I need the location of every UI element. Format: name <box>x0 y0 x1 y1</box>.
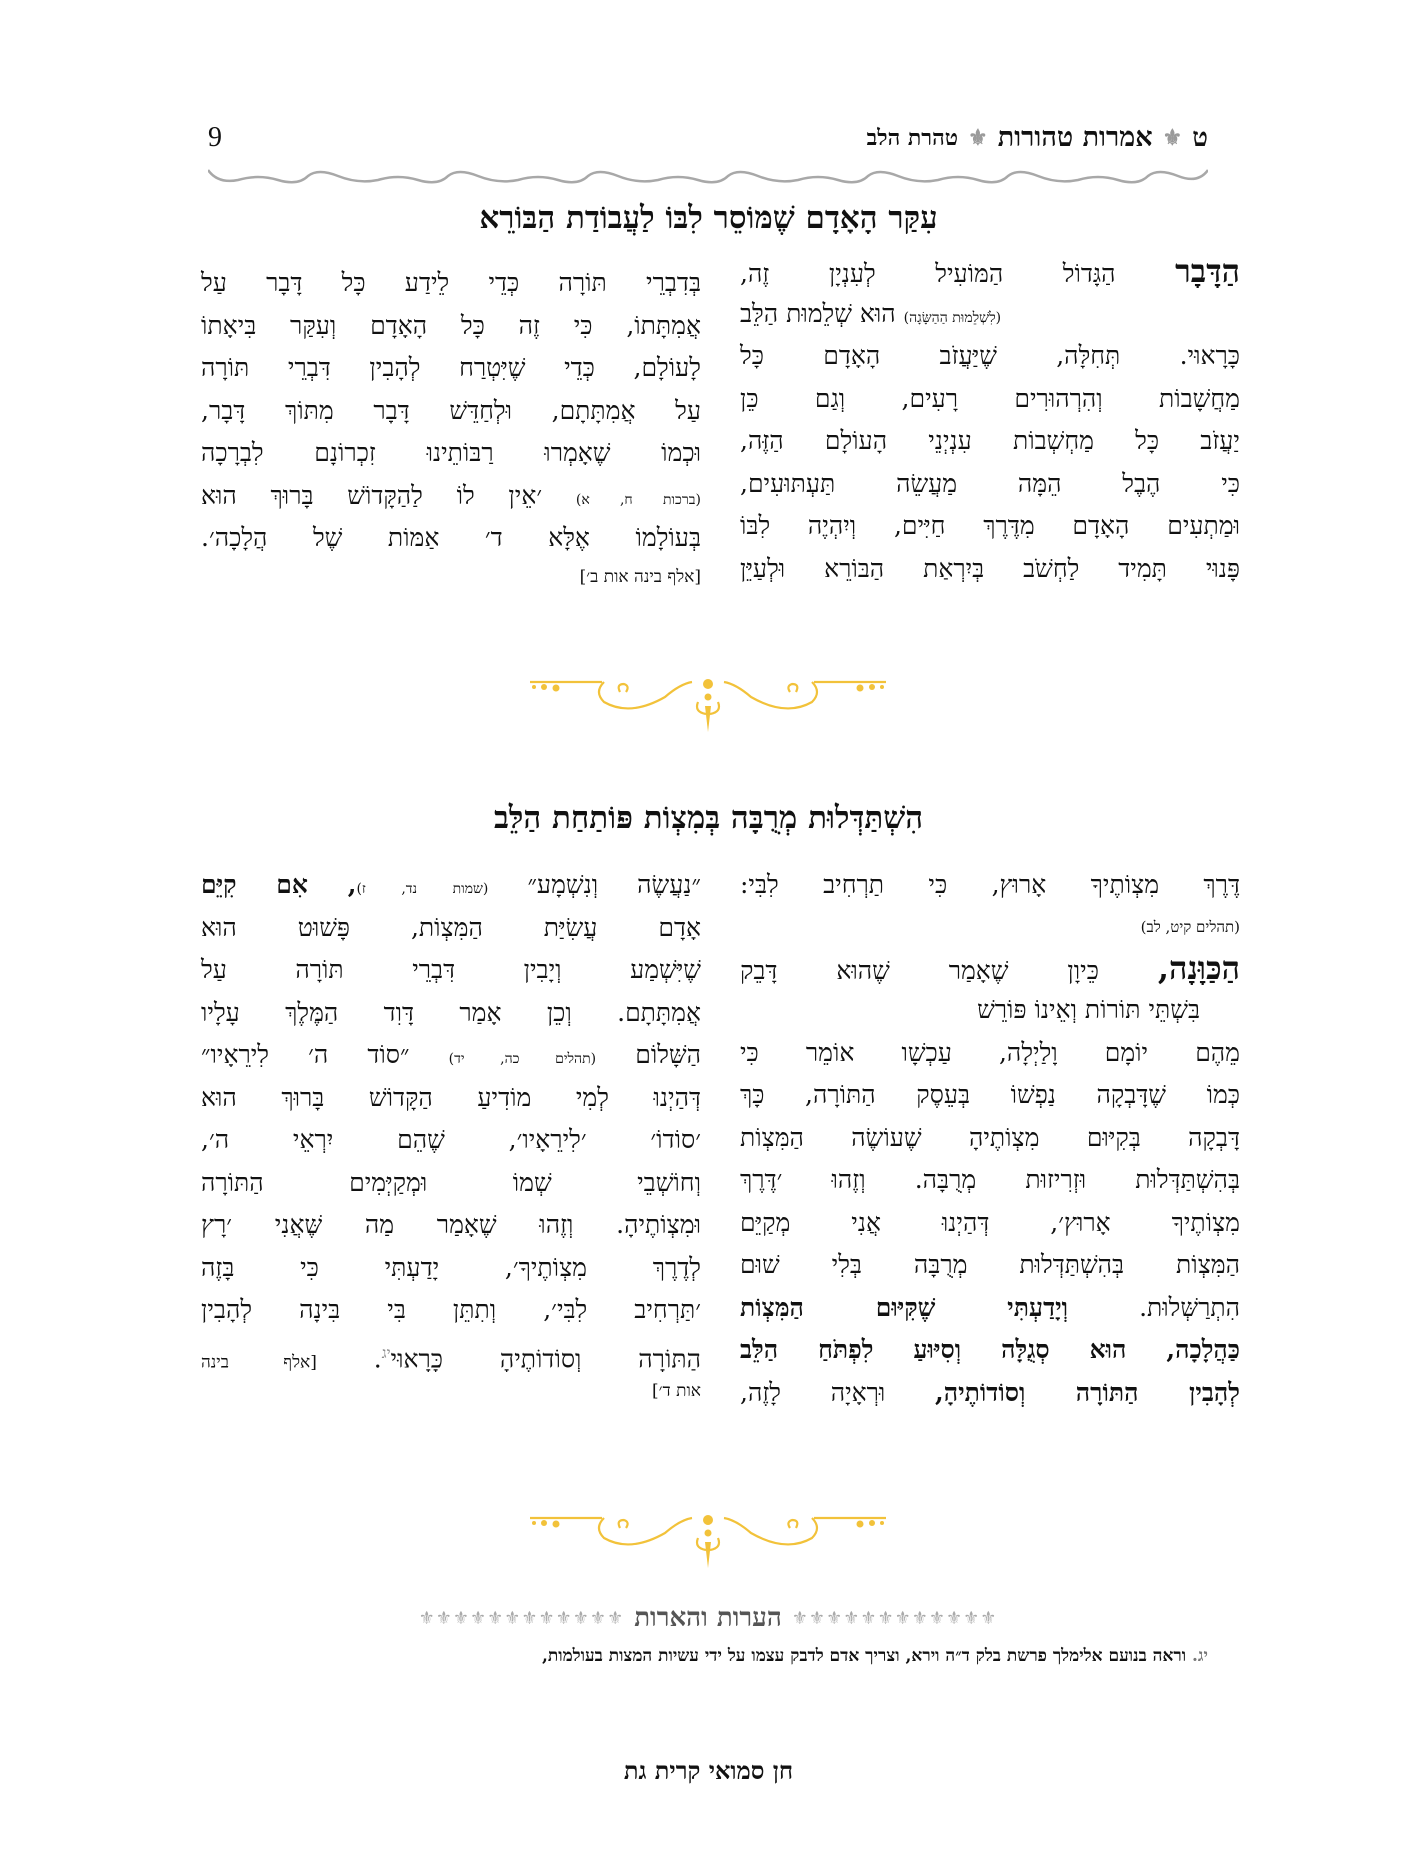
section2-right-column <box>740 864 1240 1414</box>
scroll-border-ornament <box>208 166 1208 188</box>
footnote-text: וראה בנועם אלימלך פרשת בלק ד״ה וירא, וצריך אדם לדבק עצמו על ידי עשיות המצות בעולמות, <box>541 1646 1192 1666</box>
text-line: וּכְמוֹ שֶׁאָמְרוּ רַבּוֹתֵינוּ זִכְרוֹנָם לִבְרָכָה <box>201 438 701 467</box>
text-line: מַחֲשָׁבוֹת וְהִרְהוּרִים רָעִים, וְגַם כֵּן <box>740 383 1240 413</box>
page-number: 9 <box>208 122 222 153</box>
text-line: אֲמִתָּתָם. וְכֵן אָמַר דָּוִד הַמֶּלֶךְ עָלָיו <box>201 997 701 1027</box>
section1-right-column <box>740 250 1240 590</box>
text-line: מֵהֶם יוֹמָם וָלַיְלָה, עַכְשָׁו אוֹמֵר כִּי <box>740 1037 1240 1067</box>
text-line: הַתּוֹרָה וְסוֹדוֹתֶיהָ כָּרָאוּי$^{יג}$. [אלף בינה <box>201 1343 701 1373</box>
text-line: יַעֲזֹב כָּל מַחְשְׁבוֹת עִנְיְנֵי הָעוֹלָם הַזֶּה, <box>740 426 1240 455</box>
inline-reference: (ברכות ח, א) <box>575 491 701 508</box>
running-header-title <box>867 122 1208 153</box>
text-line: בְּעוֹלָמוֹ אֶלָּא ד׳ אַמּוֹת שֶׁל הֲלָכָה׳. <box>201 523 701 552</box>
running-header <box>208 122 1208 166</box>
text-line: ׳תַּרְחִיב לִבִּי׳, וְתִתֵּן בִּי בִּינָה לְהָבִין <box>201 1295 701 1324</box>
inline-reference: (תהלים כה, יד) <box>448 1051 597 1067</box>
text-line: לְהָבִין הַתּוֹרָה וְסוֹדוֹתֶיהָ, וּרְאָיָה לָזֶה, <box>740 1377 1240 1407</box>
text-line: שֶׁיִּשְׁמַע וְיָבִין דִּבְרֵי תּוֹרָה עַל <box>201 955 701 984</box>
lead-word: הַכַּוָּנָה, <box>1157 948 1240 987</box>
gold-divider-ornament <box>530 1508 886 1568</box>
source-citation: [אלף בינה <box>201 1351 317 1372</box>
notes-header <box>208 1598 1208 1638</box>
text-line: אֲמִתָּתוֹ, כִּי זֶה כָּל הָאָדָם וְעִקַּר בִּיאָתוֹ <box>201 310 701 340</box>
book-title: אמרות טהורות <box>997 122 1153 153</box>
fleur-border-icon: ⚜⚜⚜⚜⚜⚜⚜⚜⚜⚜⚜⚜ <box>418 1607 625 1629</box>
text-line: (לִשְׁלֵמוּת הַהַשָּׂגָה) הוּא שְׁלֵמוּת הַלֵּב <box>740 298 1002 328</box>
text-line: וּמַתְעִים הָאָדָם מִדֶּרֶךְ חַיִּים, וְיִהְיֶה לִבּוֹ <box>740 511 1240 540</box>
source-citation-end: אות ד׳] <box>651 1381 701 1401</box>
text-line: כִּי הֶבֶל הֵמָּה מַעֲשֵׂה תַּעְתּוּעִים, <box>740 468 1240 498</box>
emphasis-text: וְיָדַעְתִּי שֶׁקִּיּוּם הַמִּצְוֹת <box>740 1292 1069 1322</box>
text-line: הַשָּׁלוֹם (תהלים כה, יד) ״סוֹד ה׳ לִירֵאָיו״ <box>201 1040 702 1069</box>
footnote-reference[interactable]: יג <box>381 1343 391 1362</box>
page-footer: חן סמואי קרית גת <box>623 1756 794 1785</box>
text-line: וּמִצְוֹתֶיהָ. וְזֶהוּ שֶׁאָמַר מַה שֶּׁאֲנִי ׳רָץ <box>201 1210 701 1239</box>
source-citation: [אלף בינה אות ב׳] <box>579 566 701 587</box>
hebrew-page-letter: ט <box>1192 122 1208 153</box>
chapter-title: טהרת הלב <box>866 124 959 151</box>
text-line: דְּהַיְנוּ לְמִי מוֹדִיעַ הַקָּדוֹשׁ בָּרוּךְ הוּא <box>201 1082 701 1112</box>
text-line: הַמִּצְוֹת בְּהִשְׁתַּדְּלוּת מְרֻבָּה בְּלִי שׁוּם <box>740 1250 1240 1279</box>
text-line: לְדֶרֶךְ מִצְוֹתֶיךָ׳, יָדַעְתִּי כִּי בָּזֶה <box>201 1252 701 1282</box>
text-line: לָעוֹלָם, כְּדֵי שֶׁיִּטְרַח לְהָבִין דִּבְרֵי תּוֹרָה <box>201 353 701 382</box>
text-line: הַכַּוָּנָה, כֵּיוָן שֶׁאָמַר שֶׁהוּא דָּבֵק <box>740 948 1240 987</box>
inline-reference: (לִשְׁלֵמוּת הַהַשָּׂגָה) <box>903 309 1002 326</box>
text-line: פָּנוּי תָּמִיד לַחְשֹׁב בְּיִרְאַת הַבּוֹרֵא וּלְעַיֵּן <box>740 553 1240 583</box>
fleur-icon: ⚜ <box>1162 124 1183 151</box>
text-line: הַדָּבָר הַגָּדוֹל הַמּוֹעִיל לְעִנְיָן זֶה, <box>740 252 1240 290</box>
verse-reference: (תהלים קיט, לב) <box>1140 917 1240 936</box>
lead-word: הַדָּבָר <box>1175 252 1240 290</box>
section2-left-column <box>201 864 701 1408</box>
text-line: מִצְוֹתֶיךָ אָרוּץ׳, דְּהַיְנוּ אֲנִי מְקַיֵּם <box>740 1207 1240 1237</box>
section-title-1: עִקַּר הָאָדָם שֶׁמּוֹסֵר לִבּוֹ לַעֲבוֹדַת הַבּוֹרֵא <box>479 200 938 236</box>
verse-line: דֶּרֶךְ מִצְוֹתֶיךָ אָרוּץ, כִּי תַרְחִיב לִבִּי: <box>740 870 1240 899</box>
text-line: דָּבְקָה בְּקִיּוּם מִצְוֹתֶיהָ שֶׁעוֹשֶׂה הַמִּצְוֹת <box>740 1122 1240 1152</box>
section1-left-column <box>201 262 701 594</box>
notes-title: הערות והארות <box>634 1603 782 1633</box>
text-line: בִּשְׁתֵּי תּוֹרוֹת וְאֵינוֹ פּוֹרֵשׁ <box>977 995 1200 1024</box>
inline-reference: (שמות נד, ז) <box>356 881 489 897</box>
text-line: ״נַעֲשֶׂה וְנִשְׁמָע״ (שמות נד, ז), אִם קִיֵּם <box>201 870 702 899</box>
text-line: בְּדִבְרֵי תּוֹרָה כְּדֵי לֵידַע כָּל דָּבָר עַל <box>201 268 701 297</box>
emphasis-line: כַּהֲלָכָה, הוּא סְגֻלָּה וְסִיּוּעַ לִפְתֹּחַ הַלֵּב <box>740 1335 1240 1364</box>
text-line: כְּמוֹ שֶׁדָּבְקָה נַפְשׁוֹ בְּעֵסֶק הַתּוֹרָה, כָּךְ <box>740 1080 1240 1109</box>
text-line: כָּרָאוּי. תְּחִלָּה, שֶׁיַּעֲזֹב הָאָדָם כָּל <box>740 341 1240 370</box>
footnote-number: יג. <box>1192 1646 1208 1666</box>
text-line: בְּהִשְׁתַּדְּלוּת וּזְרִיזוּת מְרֻבָּה. וְזֶהוּ ׳דֶּרֶךְ <box>740 1165 1240 1194</box>
footnote <box>208 1646 1208 1666</box>
fleur-border-icon: ⚜⚜⚜⚜⚜⚜⚜⚜⚜⚜⚜⚜ <box>791 1607 998 1629</box>
text-line: ׳סוֹדוֹ׳ ׳לִירֵאָיו׳, שֶׁהֵם יִרְאֵי ה׳, <box>201 1125 701 1154</box>
text-line: הִתְרַשְּׁלוּת. וְיָדַעְתִּי שֶׁקִּיּוּם הַמִּצְוֹת <box>740 1292 1240 1322</box>
section-title-2: הִשְׁתַּדְּלוּת מְרֻבָּה בְּמִצְוֹת פּוֹתַחַת הַלֵּב <box>493 800 924 836</box>
text-line: עַל אֲמִתָּתָם, וּלְחַדֵּשׁ דָּבָר מִתּוֹךְ דָּבָר, <box>201 395 701 425</box>
text-line: אָדָם עֲשִׂיַּת הַמִּצְוֹת, פָּשׁוּט הוּא <box>201 912 701 942</box>
gold-divider-ornament <box>530 672 886 732</box>
text-line: (ברכות ח, א) ׳אֵין לוֹ לַהַקָּדוֹשׁ בָּרוּךְ הוּא <box>201 480 701 510</box>
text-line: וְחוֹשְׁבֵי שְׁמוֹ וּמְקַיְּמִים הַתּוֹרָה <box>201 1167 701 1197</box>
fleur-icon: ⚜ <box>968 124 988 151</box>
